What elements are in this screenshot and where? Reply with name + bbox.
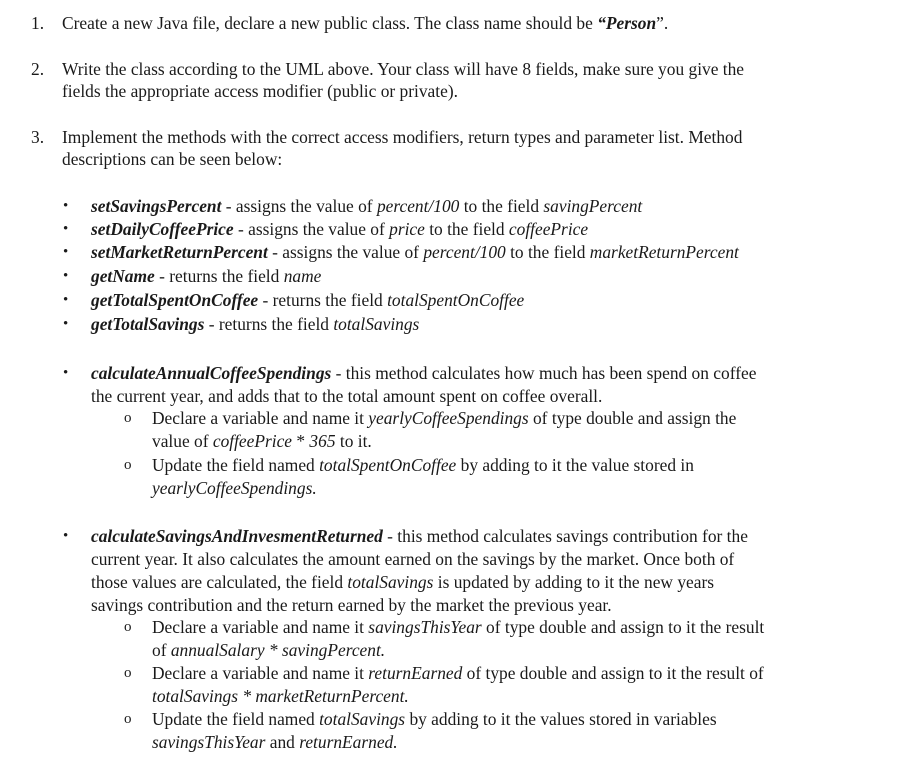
sub-bullet: o (124, 457, 132, 473)
method-name: setSavingsPercent (91, 196, 222, 216)
italic-term: totalSpentOnCoffee (319, 455, 457, 475)
savings-step-3-line-1: Update the field named totalSavings by adding to it the values stored in variables (152, 709, 717, 729)
method-set-daily-coffee-price: setDailyCoffeePrice - assigns the value of price to the field coffeePrice (91, 219, 589, 239)
savings-step-1-line-2: of annualSalary * savingPercent. (152, 640, 386, 660)
bullet: • (63, 316, 69, 332)
italic-term: name (283, 266, 322, 286)
savings-step-1-line-1: Declare a variable and name it savingsThisYear of type double and assign to it the result (152, 617, 765, 637)
method-get-total-savings: getTotalSavings - returns the field totalSavings (91, 314, 420, 334)
savings-step-2-line-2 (152, 685, 409, 708)
method-name: setMarketReturnPercent (91, 242, 268, 262)
bullet: • (63, 221, 69, 237)
italic-term: percent/100 (376, 196, 460, 216)
italic-term: totalSavings (319, 709, 406, 729)
italic-term: returnEarned. (299, 732, 398, 752)
item-2-line-2: fields the appropriate access modifier (public or private). (62, 81, 458, 101)
italic-term: savingsThisYear (368, 617, 482, 637)
bullet: • (63, 292, 69, 308)
bullet: • (63, 268, 69, 284)
italic-term: 365 (309, 431, 336, 451)
coffee-step-1-line-1: Declare a variable and name it yearlyCoffeeSpendings of type double and assign the (152, 408, 737, 428)
italic-term: savingPercent (543, 196, 643, 216)
method-name: calculateSavingsAndInvesmentReturned (91, 526, 383, 546)
method-set-savings-percent: setSavingsPercent - assigns the value of percent/100 to the field savingPercent (91, 196, 643, 216)
item-1-line-1: Create a new Java file, declare a new public class. The class name should be “Person”. (62, 13, 669, 33)
italic-term: savingsThisYear (152, 732, 266, 752)
italic-term: totalSavings (333, 314, 420, 334)
method-get-total-spent-on-coffee: getTotalSpentOnCoffee - returns the field totalSpentOnCoffee (91, 290, 525, 310)
item-3-line-2: descriptions can be seen below: (62, 149, 283, 169)
method-set-market-return-percent: setMarketReturnPercent - assigns the value of percent/100 to the field marketReturnPercent (91, 242, 739, 262)
item-3-line-1: Implement the methods with the correct access modifiers, return types and parameter list. Method (62, 127, 743, 147)
italic-term: marketReturnPercent (589, 242, 739, 262)
method-savings-line-2: current year. It also calculates the amount earned on the savings by the market. Once both of (91, 549, 735, 569)
bullet: • (63, 244, 69, 260)
italic-term: percent/100 (423, 242, 506, 262)
bullet: • (63, 365, 69, 381)
method-name: getTotalSpentOnCoffee (91, 290, 259, 310)
italic-term: totalSpentOnCoffee (387, 290, 525, 310)
bullet: • (63, 198, 69, 214)
coffee-step-2-line-1: Update the field named totalSpentOnCoffee by adding to it the value stored in (152, 455, 694, 475)
method-coffee-line-1: calculateAnnualCoffeeSpendings - this method calculates how much has been spend on coffee (91, 363, 757, 383)
italic-term: annualSalary * savingPercent. (170, 640, 386, 660)
sub-bullet: o (124, 410, 132, 426)
method-name: “Person (597, 13, 657, 33)
sub-bullet: o (124, 665, 132, 681)
item-number: 3. (31, 127, 45, 147)
savings-step-2-line-1: Declare a variable and name it returnEarned of type double and assign to it the result of (152, 663, 764, 683)
coffee-step-2-line-2 (152, 477, 317, 500)
method-name: setDailyCoffeePrice (91, 219, 234, 239)
method-name: getName (91, 266, 155, 286)
coffee-step-1-line-2: value of coffeePrice * 365 to it. (152, 431, 372, 451)
method-savings-line-3: those values are calculated, the field totalSavings is updated by adding to it the new years (91, 572, 715, 592)
italic-term: returnEarned (368, 663, 463, 683)
sub-bullet: o (124, 711, 132, 727)
italic-term: coffeePrice (508, 219, 589, 239)
bullet: • (63, 528, 69, 544)
italic-term: totalSavings (347, 572, 434, 592)
italic-term: price (389, 219, 425, 239)
italic-term: coffeePrice (212, 431, 293, 451)
item-2-line-1: Write the class according to the UML above. Your class will have 8 fields, make sure you give the (62, 59, 745, 79)
item-number: 2. (31, 59, 45, 79)
method-name: calculateAnnualCoffeeSpendings (91, 363, 332, 383)
method-savings-line-1: calculateSavingsAndInvesmentReturned - this method calculates savings contribution for the (91, 526, 748, 546)
italic-term: yearlyCoffeeSpendings (368, 408, 529, 428)
method-name: getTotalSavings (91, 314, 205, 334)
method-get-name: getName - returns the field name (91, 266, 322, 286)
savings-step-3-line-2: savingsThisYear and returnEarned. (152, 732, 398, 752)
sub-bullet: o (124, 619, 132, 635)
item-number: 1. (31, 13, 45, 33)
method-savings-line-4: savings contribution and the return earned by the market the previous year. (91, 595, 612, 615)
italic-term: totalSavings * marketReturnPercent. (152, 686, 409, 706)
italic-term: yearlyCoffeeSpendings. (152, 478, 317, 498)
method-coffee-line-2: the current year, and adds that to the total amount spent on coffee overall. (91, 386, 603, 406)
